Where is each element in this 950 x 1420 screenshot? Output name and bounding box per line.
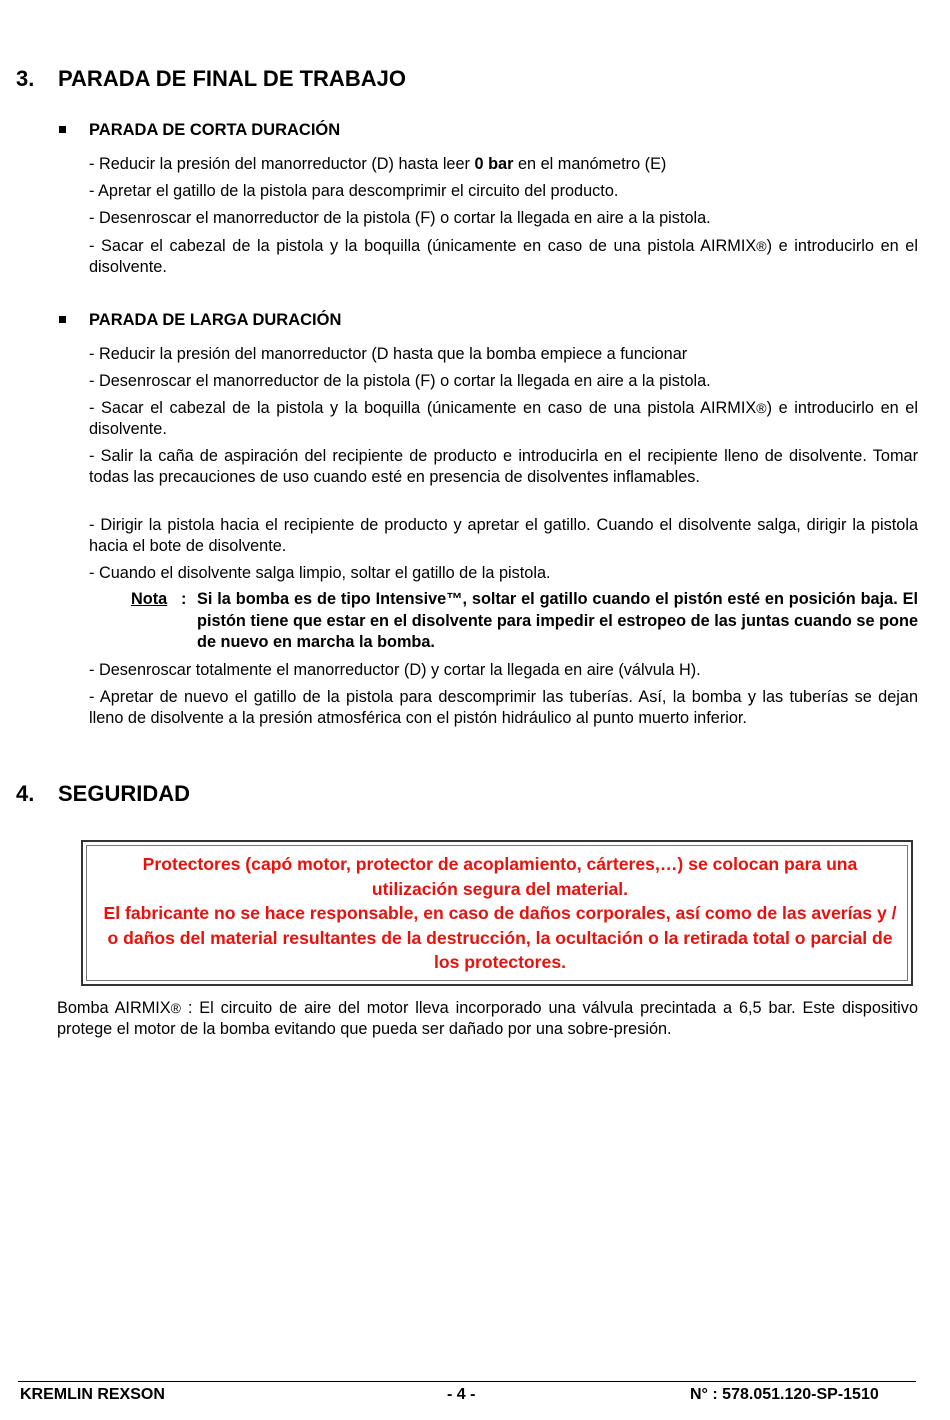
long-stop-heading-text: PARADA DE LARGA DURACIÓN	[89, 311, 342, 329]
long-stop-step-6: - Cuando el disolvente salga limpio, soltar el gatillo de la pistola.	[89, 564, 551, 582]
registered-mark: ®	[756, 400, 767, 416]
note-colon: :	[181, 590, 187, 608]
footer-company: KREMLIN REXSON	[20, 1386, 165, 1403]
long-stop-heading	[59, 311, 559, 333]
safety-warning-text	[99, 852, 901, 975]
warning-line-1: Protectores (capó motor, protector de acoplamiento, cárteres,…) se colocan para una utilización segura del material.	[142, 854, 858, 899]
footer-divider	[18, 1381, 916, 1382]
short-stop-step-4: - Sacar el cabezal de la pistola y la boquilla (únicamente en caso de una pistola AIRMIX®) e introducirlo en el disolvente.	[89, 237, 918, 276]
warning-line-2: El fabricante no se hace responsable, en caso de daños corporales, así como de las averías y / o daños del material resultantes de la destrucción, la ocultación o la retirada total o parcial de los protectores.	[103, 903, 897, 973]
note-text: Si la bomba es de tipo Intensive™, soltar el gatillo cuando el pistón esté en posición baja. El pistón tiene que estar en el disolvente para impedir el estropeo de las juntas cuando se pone de nuevo en marcha la bomba.	[197, 590, 918, 651]
registered-mark: ®	[756, 238, 767, 254]
note-block	[131, 589, 918, 655]
long-stop-step-7: - Desenroscar totalmente el manorreductor (D) y cortar la llegada en aire (válvula H).	[89, 661, 701, 679]
long-stop-step-1: - Reducir la presión del manorreductor (D hasta que la bomba empiece a funcionar	[89, 345, 688, 363]
airmix-pump-paragraph: Bomba AIRMIX® : El circuito de aire del motor lleva incorporado una válvula precintada a 6,5 bar. Este dispositivo protege el motor de la bomba evitando que pueda ser dañado por una sobre-presión.	[57, 999, 918, 1038]
section-3-title: PARADA DE FINAL DE TRABAJO	[58, 66, 406, 91]
long-stop-step-5: - Dirigir la pistola hacia el recipiente de producto y apretar el gatillo. Cuando el disolvente salga, dirigir la pistola hacia el bote de disolvente.	[89, 516, 918, 555]
short-stop-step-3: - Desenroscar el manorreductor de la pistola (F) o cortar la llegada en aire a la pistola.	[89, 209, 711, 227]
footer-page-number: - 4 -	[447, 1386, 476, 1403]
square-bullet-icon	[59, 126, 66, 133]
long-stop-step-3: - Sacar el cabezal de la pistola y la boquilla (únicamente en caso de una pistola AIRMIX®) e introducirlo en el disolvente.	[89, 399, 918, 438]
short-stop-heading	[59, 121, 559, 143]
long-stop-step-8: - Apretar de nuevo el gatillo de la pistola para descomprimir las tuberías. Así, la bomba y las tuberías se dejan lleno de disolvente a la presión atmosférica con el pistón hidráulico al punto muerto inferior.	[89, 688, 918, 727]
square-bullet-icon	[59, 316, 66, 323]
section-3-number: 3.	[16, 66, 35, 91]
long-stop-step-4: - Salir la caña de aspiración del recipiente de producto e introducirla en el recipiente lleno de disolvente. Tomar todas las precauciones de uso cuando esté en presencia de disolventes inflamables.	[89, 447, 918, 486]
short-stop-heading-text: PARADA DE CORTA DURACIÓN	[89, 121, 341, 139]
long-stop-step-2: - Desenroscar el manorreductor de la pistola (F) o cortar la llegada en aire a la pistola.	[89, 372, 711, 390]
section-4-heading	[16, 781, 616, 809]
pressure-value: 0 bar	[474, 155, 514, 173]
section-3-heading	[16, 66, 616, 94]
section-4-title: SEGURIDAD	[58, 781, 191, 806]
section-4-number: 4.	[16, 781, 35, 806]
short-stop-step-1: - Reducir la presión del manorreductor (D) hasta leer 0 bar en el manómetro (E)	[89, 155, 667, 173]
note-label: Nota	[131, 590, 168, 608]
footer-document-number: N° : 578.051.120-SP-1510	[690, 1386, 879, 1403]
short-stop-step-2: - Apretar el gatillo de la pistola para descomprimir el circuito del producto.	[89, 182, 619, 200]
registered-mark: ®	[170, 1000, 181, 1016]
safety-warning-box	[81, 840, 913, 986]
